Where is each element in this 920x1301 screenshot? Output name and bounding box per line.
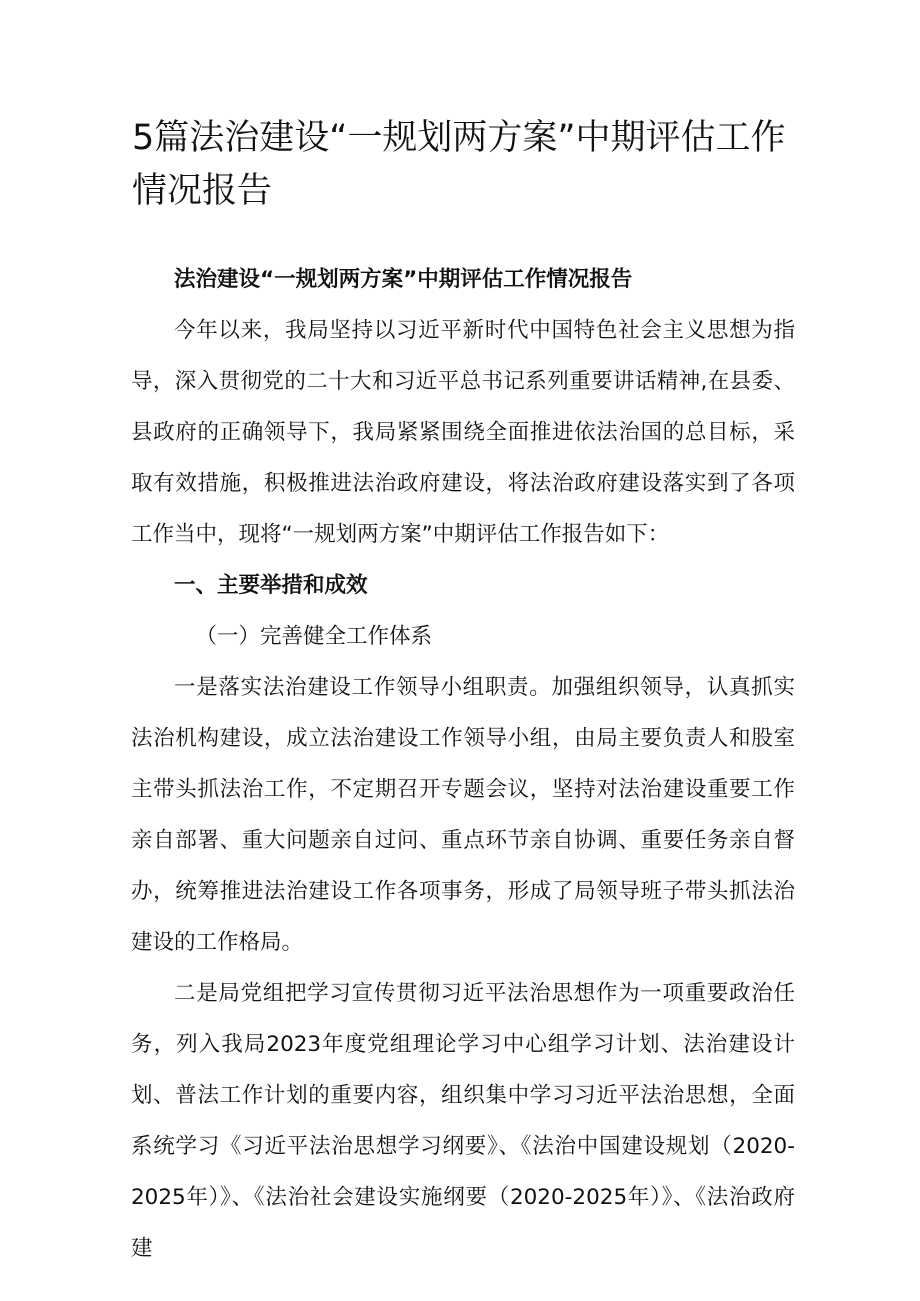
document-body <box>131 254 795 1274</box>
section-heading: 一、主要举措和成效 <box>174 573 368 598</box>
subsection-heading: （一）完善健全工作体系 <box>195 624 433 649</box>
document-title: 5篇法治建设“一规划两方案”中期评估工作情况报告 <box>132 118 786 211</box>
body-paragraph-2: 二是局党组把学习宣传贯彻习近平法治思想作为一项重要政治任务，列入我局2023年度党组理论学习中心组学习计划、法治建设计划、普法工作计划的重要内容，组织集中学习习近平法治思想，全面系统学习《习近平法治思想学习纲要》、《法治中国建设规划（2020-2025年）》、《法治社会建设实施纲要（2020-2025年）》、《法治政府建 <box>131 981 795 1261</box>
body-paragraph-1: 一是落实法治建设工作领导小组职责。加强组织领导，认真抓实法治机构建设，成立法治建设工作领导小组，由局主要负责人和股室主带头抓法治工作，不定期召开专题会议，坚持对法治建设重要工作亲自部署、重大问题亲自过问、重点环节亲自协调、重要任务亲自督办，统筹推进法治建设工作各项事务，形成了局领导班子带头抓法治建设的工作格局。 <box>131 675 795 955</box>
report-subtitle: 法治建设“一规划两方案”中期评估工作情况报告 <box>174 267 633 292</box>
intro-paragraph: 今年以来，我局坚持以习近平新时代中国特色社会主义思想为指导，深入贯彻党的二十大和习近平总书记系列重要讲话精神,在县委、县政府的正确领导下，我局紧紧围绕全面推进依法治国的总目标，采取有效措施，积极推进法治政府建设，将法治政府建设落实到了各项工作当中，现将“一规划两方案”中期评估工作报告如下： <box>131 318 795 547</box>
